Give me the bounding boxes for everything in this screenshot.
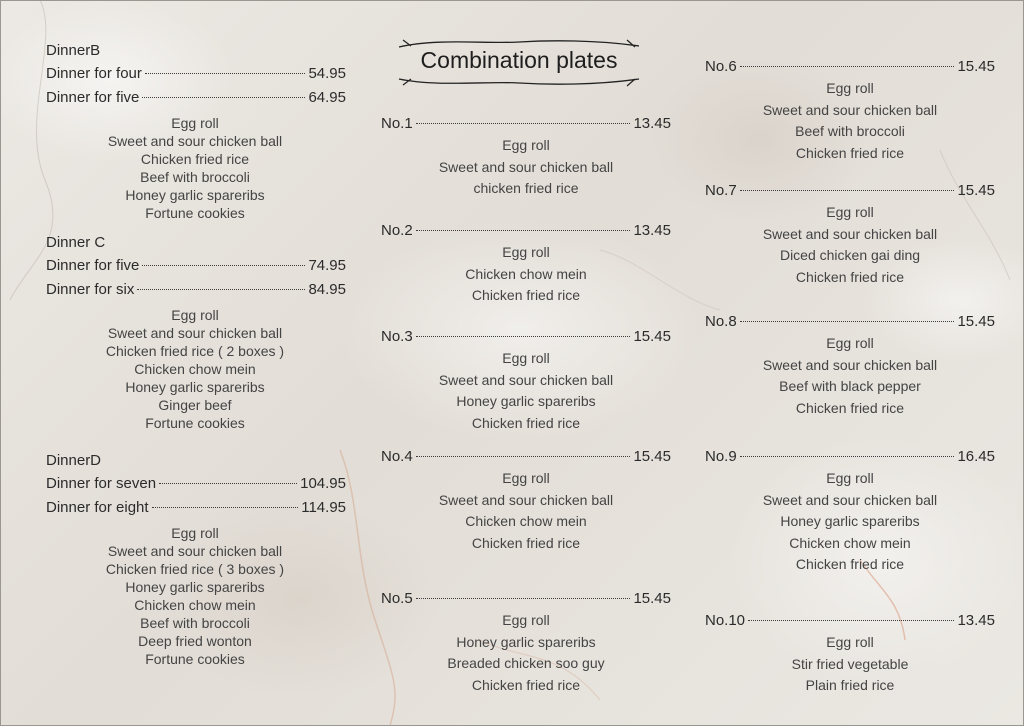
dot-leader bbox=[145, 73, 306, 74]
list-item: Egg roll bbox=[826, 470, 874, 486]
plate-price: 15.45 bbox=[957, 313, 995, 330]
plate-price: 13.45 bbox=[633, 222, 671, 239]
combination-plate bbox=[381, 447, 671, 554]
combination-plate bbox=[705, 57, 995, 164]
list-item: Egg roll bbox=[502, 612, 550, 628]
plate-price: 15.45 bbox=[633, 448, 671, 465]
dot-leader bbox=[416, 123, 631, 124]
list-item: Plain fried rice bbox=[805, 677, 895, 693]
combination-plate bbox=[705, 181, 995, 288]
list-item: Egg roll bbox=[826, 80, 874, 96]
plate-number: No.2 bbox=[381, 222, 413, 239]
plate-header-row bbox=[381, 447, 671, 467]
plate-price: 13.45 bbox=[957, 612, 995, 629]
list-item: Sweet and sour chicken ball bbox=[438, 371, 614, 388]
plate-header-row bbox=[705, 312, 995, 332]
plate-items-list bbox=[381, 610, 671, 696]
dinner-block bbox=[46, 450, 346, 668]
list-item: Egg roll bbox=[502, 244, 550, 260]
list-item: Chicken fried rice ( 2 boxes ) bbox=[105, 343, 285, 359]
plate-number: No.5 bbox=[381, 590, 413, 607]
list-item: Egg roll bbox=[826, 204, 874, 220]
dot-leader bbox=[142, 97, 305, 98]
dinner-option-label: Dinner for seven bbox=[46, 475, 157, 492]
list-item: Sweet and sour chicken ball bbox=[762, 225, 938, 242]
list-item: Chicken fried rice bbox=[795, 399, 905, 416]
dot-leader bbox=[137, 289, 305, 290]
dot-leader bbox=[159, 483, 297, 484]
dinner-title: DinnerD bbox=[46, 452, 102, 469]
dot-leader bbox=[740, 190, 955, 191]
flourish-bottom-icon bbox=[397, 75, 641, 89]
plate-number: No.10 bbox=[705, 612, 746, 629]
dinner-option-price: 84.95 bbox=[308, 281, 346, 298]
dinners-column bbox=[46, 40, 346, 668]
plate-items-list bbox=[705, 202, 995, 288]
dot-leader bbox=[152, 507, 299, 508]
list-item: Honey garlic spareribs bbox=[125, 187, 265, 203]
plate-number: No.6 bbox=[705, 58, 737, 75]
dot-leader bbox=[416, 598, 631, 599]
section-title: Combination plates bbox=[420, 47, 618, 73]
list-item: Honey garlic spareribs bbox=[125, 379, 265, 395]
plate-items-list bbox=[381, 348, 671, 434]
list-item: Sweet and sour chicken ball bbox=[762, 101, 938, 118]
list-item: Honey garlic spareribs bbox=[780, 513, 920, 529]
list-item: Beef with broccoli bbox=[795, 123, 905, 139]
dinner-items-list bbox=[46, 306, 344, 432]
plate-header-row bbox=[705, 181, 995, 201]
dinner-option-price: 104.95 bbox=[300, 475, 346, 492]
list-item: Ginger beef bbox=[158, 397, 232, 413]
dinner-option-price: 114.95 bbox=[301, 499, 346, 516]
dinner-option-price: 64.95 bbox=[308, 89, 346, 106]
list-item: Egg roll bbox=[502, 350, 550, 366]
list-item: Egg roll bbox=[171, 525, 219, 541]
list-item: Beef with black pepper bbox=[779, 378, 921, 394]
plate-price: 13.45 bbox=[633, 115, 671, 132]
plate-number: No.8 bbox=[705, 313, 737, 330]
list-item: Chicken fried rice bbox=[471, 676, 581, 693]
plate-price: 15.45 bbox=[633, 328, 671, 345]
plate-items-list bbox=[705, 632, 995, 697]
dinner-block bbox=[46, 40, 346, 222]
list-item: Chicken fried rice bbox=[471, 414, 581, 431]
dinner-option-row bbox=[46, 86, 346, 110]
dot-leader bbox=[740, 456, 955, 457]
plate-header-row bbox=[705, 447, 995, 467]
list-item: Sweet and sour chicken ball bbox=[438, 158, 614, 175]
list-item: Chicken fried rice bbox=[471, 287, 581, 303]
list-item: Breaded chicken soo guy bbox=[447, 655, 605, 671]
dinner-option-label: Dinner for five bbox=[46, 89, 140, 106]
combination-plate bbox=[381, 589, 671, 696]
list-item: Chicken fried rice bbox=[795, 144, 905, 161]
dinner-option-row bbox=[46, 62, 346, 86]
plate-number: No.1 bbox=[381, 115, 413, 132]
combination-plate bbox=[705, 611, 995, 697]
dot-leader bbox=[416, 230, 631, 231]
list-item: Honey garlic spareribs bbox=[456, 633, 596, 650]
list-item: Sweet and sour chicken ball bbox=[107, 325, 283, 341]
dinner-option-price: 54.95 bbox=[308, 65, 346, 82]
plate-number: No.9 bbox=[705, 448, 737, 465]
plate-number: No.4 bbox=[381, 448, 413, 465]
list-item: Honey garlic spareribs bbox=[456, 393, 596, 409]
dot-leader bbox=[748, 620, 954, 621]
plate-header-row bbox=[381, 114, 671, 134]
dot-leader bbox=[740, 321, 955, 322]
list-item: Fortune cookies bbox=[145, 415, 245, 431]
list-item: Chicken fried rice bbox=[140, 151, 250, 167]
list-item: Sweet and sour chicken ball bbox=[762, 491, 938, 508]
list-item: Chicken chow mein bbox=[465, 513, 587, 529]
list-item: Diced chicken gai ding bbox=[779, 247, 921, 263]
dinner-block bbox=[46, 232, 346, 432]
list-item: Fortune cookies bbox=[145, 651, 245, 667]
list-item: Chicken fried rice bbox=[471, 534, 581, 551]
list-item: Fortune cookies bbox=[145, 205, 245, 221]
list-item: Egg roll bbox=[502, 470, 550, 486]
list-item: Sweet and sour chicken ball bbox=[438, 491, 614, 508]
plate-header-row bbox=[381, 327, 671, 347]
combination-plate bbox=[705, 447, 995, 576]
plate-header-row bbox=[381, 221, 671, 241]
list-item: Chicken chow mein bbox=[465, 265, 587, 282]
list-item: Chicken fried rice bbox=[795, 556, 905, 572]
plate-header-row bbox=[381, 589, 671, 609]
list-item: Egg roll bbox=[502, 137, 550, 153]
plate-number: No.7 bbox=[705, 182, 737, 199]
dinner-option-price: 74.95 bbox=[308, 257, 346, 274]
list-item: Honey garlic spareribs bbox=[125, 579, 265, 595]
list-item: Chicken fried rice bbox=[795, 268, 905, 285]
combination-plate bbox=[705, 312, 995, 419]
combination-plate bbox=[381, 221, 671, 307]
list-item: Sweet and sour chicken ball bbox=[107, 543, 283, 559]
dinner-option-label: Dinner for five bbox=[46, 257, 140, 274]
list-item: Chicken fried rice ( 3 boxes ) bbox=[105, 561, 285, 577]
section-title-banner bbox=[397, 36, 641, 88]
dot-leader bbox=[142, 265, 305, 266]
plate-price: 16.45 bbox=[957, 448, 995, 465]
dinner-option-label: Dinner for six bbox=[46, 281, 135, 298]
list-item: Deep fried wonton bbox=[138, 633, 252, 649]
list-item: Egg roll bbox=[171, 307, 219, 323]
plate-number: No.3 bbox=[381, 328, 413, 345]
dinner-option-label: Dinner for four bbox=[46, 65, 142, 82]
dinner-title: DinnerB bbox=[46, 42, 101, 59]
list-item: Chicken chow mein bbox=[134, 597, 256, 613]
plate-items-list bbox=[705, 333, 995, 419]
dinner-option-row bbox=[46, 472, 346, 496]
plate-price: 15.45 bbox=[957, 58, 995, 75]
dinner-option-row bbox=[46, 278, 346, 302]
plate-price: 15.45 bbox=[633, 590, 671, 607]
list-item: chicken fried rice bbox=[473, 180, 579, 196]
list-item: Egg roll bbox=[171, 115, 219, 131]
list-item: Chicken chow mein bbox=[134, 361, 256, 377]
dinner-items-list bbox=[46, 114, 344, 222]
dot-leader bbox=[416, 456, 631, 457]
dinner-option-label: Dinner for eight bbox=[46, 499, 149, 516]
plate-items-list bbox=[381, 135, 671, 200]
list-item: Sweet and sour chicken ball bbox=[107, 133, 283, 149]
plate-items-list bbox=[705, 468, 995, 576]
plate-items-list bbox=[381, 468, 671, 554]
dinner-items-list bbox=[46, 524, 344, 668]
list-item: Beef with broccoli bbox=[140, 615, 250, 631]
combination-plate bbox=[381, 114, 671, 200]
dot-leader bbox=[416, 336, 631, 337]
plate-price: 15.45 bbox=[957, 182, 995, 199]
plate-items-list bbox=[381, 242, 671, 307]
list-item: Egg roll bbox=[826, 335, 874, 351]
dinner-title: Dinner C bbox=[46, 234, 106, 251]
list-item: Egg roll bbox=[826, 634, 874, 650]
list-item: Chicken chow mein bbox=[789, 534, 911, 551]
dot-leader bbox=[740, 66, 955, 67]
list-item: Stir fried vegetable bbox=[791, 655, 909, 672]
list-item: Sweet and sour chicken ball bbox=[762, 356, 938, 373]
dinner-option-row bbox=[46, 496, 346, 520]
dinner-option-row bbox=[46, 254, 346, 278]
combination-plate bbox=[381, 327, 671, 434]
plate-items-list bbox=[705, 78, 995, 164]
plate-header-row bbox=[705, 611, 995, 631]
plate-header-row bbox=[705, 57, 995, 77]
list-item: Beef with broccoli bbox=[140, 169, 250, 185]
